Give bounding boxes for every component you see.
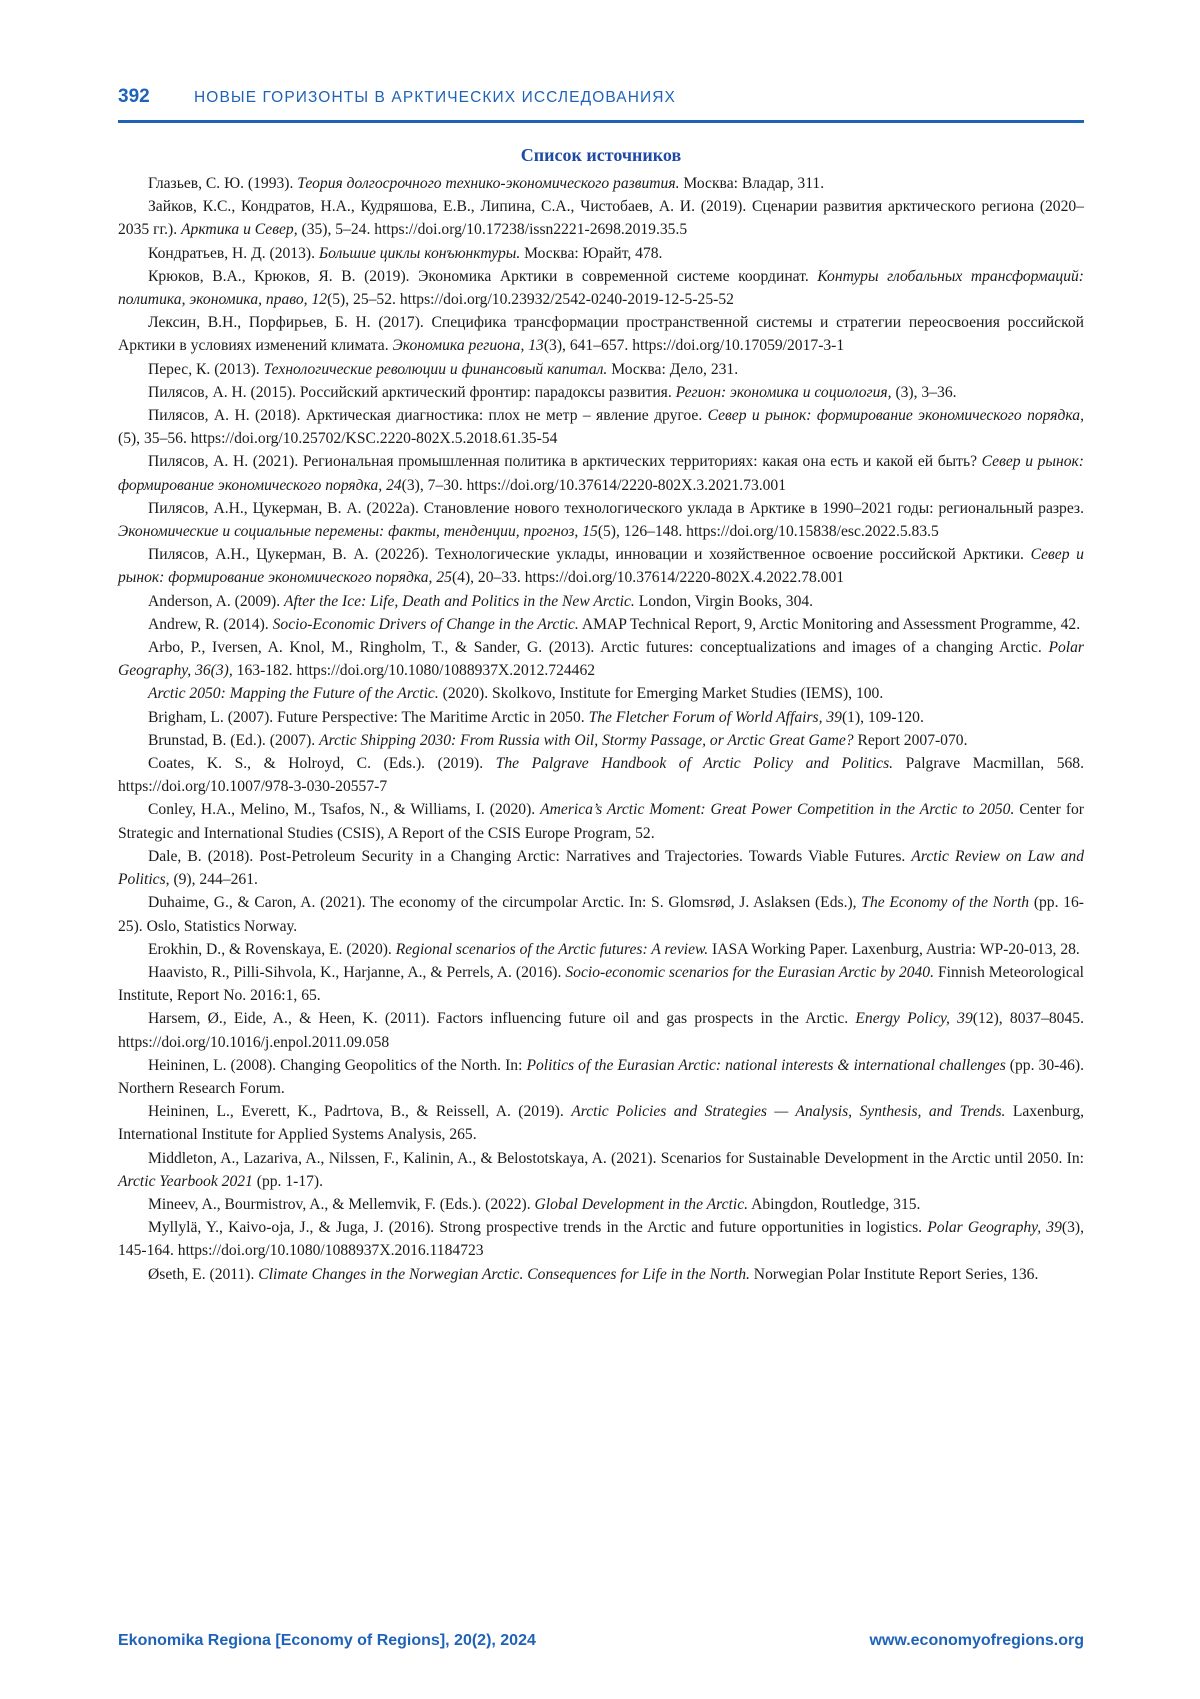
reference-item [118,590,1084,613]
reference-text: (5), 25–52. https://doi.org/10.23932/2542-0240-2019-12-5-25-52 [327,291,734,309]
reference-item [118,613,1084,636]
journal-website-link[interactable]: www.economyofregions.org [869,1632,1084,1649]
reference-source-title: Арктика и Север, [181,221,298,239]
reference-text: Report 2007-070. [853,731,968,749]
page-number: 392 [118,86,150,107]
reference-source-title: Socio-Economic Drivers of Change in the Arctic. [272,615,579,633]
reference-text: Пилясов, А.Н., Цукерман, В. А. (2022а). Становление нового технологического уклада в Арктике в 1990–2021 годы: региональный разрез. [148,499,1084,517]
reference-item [118,636,1084,682]
reference-text: Andrew, R. (2014). [148,615,273,633]
reference-source-title: Socio-economic scenarios for the Eurasian Arctic by 2040. [565,963,934,981]
reference-text: (5), 35–56. https://doi.org/10.25702/KSC.2220-802X.5.2018.61.35-54 [118,430,558,448]
reference-source-title: The Palgrave Handbook of Arctic Policy and Politics. [495,755,894,773]
reference-text: Кондратьев, Н. Д. (2013). [148,244,319,262]
reference-source-title: Arctic Policies and Strategies — Analysis, Synthesis, and Trends. [571,1103,1006,1121]
reference-item [118,1263,1084,1286]
reference-text: Mineev, A., Bourmistrov, A., & Mellemvik, F. (Eds.). (2022). [148,1195,535,1213]
reference-text: (1), 109-120. [841,708,924,726]
reference-source-title: Большие циклы конъюнктуры. [318,244,521,262]
reference-item [118,404,1084,450]
reference-source-title: Север и рынок: формирование экономического порядка, 24 [118,453,1084,494]
reference-item [118,938,1084,961]
reference-item [118,497,1084,543]
reference-text: Brigham, L. (2007). Future Perspective: The Maritime Arctic in 2050. [148,708,589,726]
reference-text: Duhaime, G., & Caron, A. (2021). The economy of the circumpolar Arctic. In: S. Glomsrød, J. Aslaksen (Eds.), [148,894,862,912]
reference-item [118,1216,1084,1262]
reference-text: Москва: Юрайт, 478. [520,244,663,262]
reference-text: (3), 145-164. https://doi.org/10.1080/1088937X.2016.1184723 [118,1219,1084,1260]
reference-item [118,706,1084,729]
reference-item [118,729,1084,752]
reference-source-title: The Economy of the North [861,894,1030,912]
reference-source-title: Climate Changes in the Norwegian Arctic. Consequences for Life in the North. [258,1265,750,1283]
reference-text: Перес, К. (2013). [148,360,264,378]
reference-item [118,845,1084,891]
reference-text: Dale, B. (2018). Post-Petroleum Security in a Changing Arctic: Narratives and Trajectories. Towards Viable Futures. [148,847,912,865]
reference-text: (9), 244–261. [169,871,258,889]
reference-text: (pp. 16-25). Oslo, Statistics Norway. [118,894,1084,935]
reference-item [118,798,1084,844]
reference-text: Москва: Владар, 311. [679,175,825,192]
reference-item [118,311,1084,357]
reference-source-title: Arctic Yearbook 2021 [118,1172,253,1190]
reference-item [118,891,1084,937]
reference-text: (3), 3–36. [891,383,957,401]
reference-text: (12), 8037–8045. https://doi.org/10.1016/j.enpol.2011.09.058 [118,1010,1084,1051]
reference-item [118,172,1084,195]
reference-text: Norwegian Polar Institute Report Series, 136. [749,1265,1039,1283]
reference-source-title: Energy Policy, 39 [855,1010,973,1028]
section-title: Список источников [520,145,682,165]
reference-source-title: Север и рынок: формирование экономического порядка, 25 [118,546,1084,587]
reference-item [118,195,1084,241]
reference-item [118,682,1084,705]
reference-text: Arbo, P., Iversen, A. Knol, M., Ringholm, T., & Sander, G. (2013). Arctic futures: conceptualizations and images of a changing Arctic. [148,639,1049,657]
reference-source-title: Arctic Review on Law and Politics, [118,847,1084,889]
reference-source-title: Polar Geography, 39 [927,1219,1062,1237]
reference-source-title: Polar Geography, 36(3), [118,639,1084,680]
reference-item [118,961,1084,1007]
reference-text: Brunstad, B. (Ed.). (2007). [148,731,320,749]
reference-text: (3), 641–657. https://doi.org/10.17059/2017-3-1 [543,337,845,355]
reference-item [118,358,1084,381]
reference-text: Anderson, A. (2009). [148,592,284,610]
reference-text: (2020). Skolkovo, Institute for Emerging Market Studies (IEMS), 100. [438,685,884,703]
reference-text: Erokhin, D., & Rovenskaya, E. (2020). [148,940,396,958]
page-footer [118,1632,1084,1658]
reference-text: (3), 7–30. https://doi.org/10.37614/2220-802X.3.2021.73.001 [401,476,787,494]
reference-source-title: Теория долгосрочного технико-экономического развития. [297,175,680,192]
reference-text: (pp. 1-17). [252,1172,324,1190]
reference-text: Пилясов, А. Н. (2021). Региональная промышленная политика в арктических территориях: какая она есть и какой ей быть? [148,453,982,471]
reference-item [118,1193,1084,1216]
reference-text: AMAP Technical Report, 9, Arctic Monitoring and Assessment Programme, 42. [578,615,1081,633]
reference-text: (pp. 30-46). Northern Research Forum. [118,1056,1084,1097]
reference-list [118,172,1084,1286]
reference-item [118,1007,1084,1053]
running-title: НОВЫЕ ГОРИЗОНТЫ В АРКТИЧЕСКИХ ИССЛЕДОВАНИЯХ [194,89,676,106]
reference-source-title: Arctic 2050: Mapping the Future of the Arctic. [148,685,439,703]
reference-text: Øseth, E. (2011). [148,1265,259,1283]
reference-source-title: America’s Arctic Moment: Great Power Competition in the Arctic to 2050. [540,801,1015,819]
reference-source-title: Контуры глобальных трансформаций: политика, экономика, право, 12 [118,267,1084,309]
reference-text: Лексин, В.Н., Порфирьев, Б. Н. (2017). Специфика трансформации пространственной системы и стратегии переосвоения российской Арктики в условиях изменений климата. [118,314,1084,355]
reference-text: Center for Strategic and International Studies (CSIS), A Report of the CSIS Europe Program, 52. [118,801,1084,842]
reference-source-title: Arctic Shipping 2030: From Russia with Oil, Stormy Passage, or Arctic Great Game? [319,731,854,749]
reference-text: London, Virgin Books, 304. [634,592,814,610]
reference-text: (35), 5–24. https://doi.org/10.17238/issn2221-2698.2019.35.5 [297,221,688,239]
reference-text: Middleton, A., Lazariva, A., Nilssen, F., Kalinin, A., & Belostotskaya, A. (2021). Scenarios for Sustainable Development in the Arctic until 2050. In: [148,1149,1084,1167]
reference-source-title: Технологические революции и финансовый капитал. [263,360,608,378]
reference-text: Palgrave Macmillan, 568. https://doi.org/10.1007/978-3-030-20557-7 [118,755,1084,796]
reference-item [118,1100,1084,1146]
reference-text: Conley, H.A., Melino, M., Tsafos, N., & Williams, I. (2020). [148,801,541,819]
reference-item [118,1147,1084,1193]
reference-source-title: After the Ice: Life, Death and Politics in the New Arctic. [284,592,635,610]
reference-text: (5), 126–148. https://doi.org/10.15838/esc.2022.5.83.5 [597,523,939,541]
reference-item [118,450,1084,496]
reference-source-title: Экономические и социальные перемены: факты, тенденции, прогноз, 15 [118,523,598,541]
reference-text: Laxenburg, International Institute for Applied Systems Analysis, 265. [118,1103,1085,1144]
reference-source-title: Регион: экономика и социология, [675,383,892,401]
reference-item [118,543,1084,589]
reference-source-title: The Fletcher Forum of World Affairs, 39 [588,708,842,726]
reference-item [118,265,1084,311]
reference-text: Heininen, L., Everett, K., Padrtova, B., & Reissell, A. (2019). [148,1103,572,1121]
running-header [118,84,1084,123]
journal-citation: Ekonomika Regiona [Economy of Regions], 20(2), 2024 [118,1632,536,1649]
reference-source-title: Global Development in the Arctic. [534,1195,749,1213]
reference-text: Пилясов, А. Н. (2018). Арктическая диагностика: плох не метр – явление другое. [148,407,708,425]
reference-text: Москва: Дело, 231. [607,360,739,378]
reference-item [118,1054,1084,1100]
reference-text: Зайков, К.С., Кондратов, Н.А., Кудряшова, Е.В., Липина, С.А., Чистобаев, А. И. (2019). Сценарии развития арктического региона (2020–2035 гг.). [118,198,1084,239]
reference-text: Heininen, L. (2008). Changing Geopolitics of the North. In: [148,1056,527,1074]
reference-text: Глазьев, С. Ю. (1993). [148,175,298,192]
reference-item [118,752,1084,798]
reference-text: 163-182. https://doi.org/10.1080/1088937X.2012.724462 [232,662,596,680]
reference-text: Крюков, В.А., Крюков, Я. В. (2019). Экономика Арктики в современной системе координат. [148,267,818,285]
reference-source-title: Север и рынок: формирование экономического порядка, [707,407,1084,425]
reference-source-title: Экономика региона, 13 [392,337,544,355]
reference-text: Abingdon, Routledge, 315. [748,1195,921,1213]
reference-item [118,242,1084,265]
reference-text: Finnish Meteorological Institute, Report No. 2016:1, 65. [118,963,1084,1005]
reference-text: Myllylä, Y., Kaivo-oja, J., & Juga, J. (2016). Strong prospective trends in the Arctic and future opportunities in logistics. [148,1219,928,1237]
reference-text: Пилясов, А. Н. (2015). Российский арктический фронтир: парадоксы развития. [148,383,676,401]
reference-text: Пилясов, А.Н., Цукерман, В. А. (2022б). Технологические уклады, инновации и хозяйственное освоение российской Арктики. [148,546,1031,564]
reference-source-title: Politics of the Eurasian Arctic: national interests & international challenges [526,1056,1006,1074]
reference-text: IASA Working Paper. Laxenburg, Austria: WP-20-013, 28. [708,940,1080,958]
reference-text: Haavisto, R., Pilli-Sihvola, K., Harjanne, A., & Perrels, A. (2016). [148,963,566,981]
reference-text: Harsem, Ø., Eide, A., & Heen, K. (2011). Factors influencing future oil and gas prospects in the Arctic. [148,1010,856,1028]
reference-source-title: Regional scenarios of the Arctic futures: A review. [395,940,709,958]
reference-item [118,381,1084,404]
reference-text: Coates, K. S., & Holroyd, C. (Eds.). (2019). [148,755,496,773]
reference-text: (4), 20–33. https://doi.org/10.37614/2220-802X.4.2022.78.001 [451,569,845,587]
